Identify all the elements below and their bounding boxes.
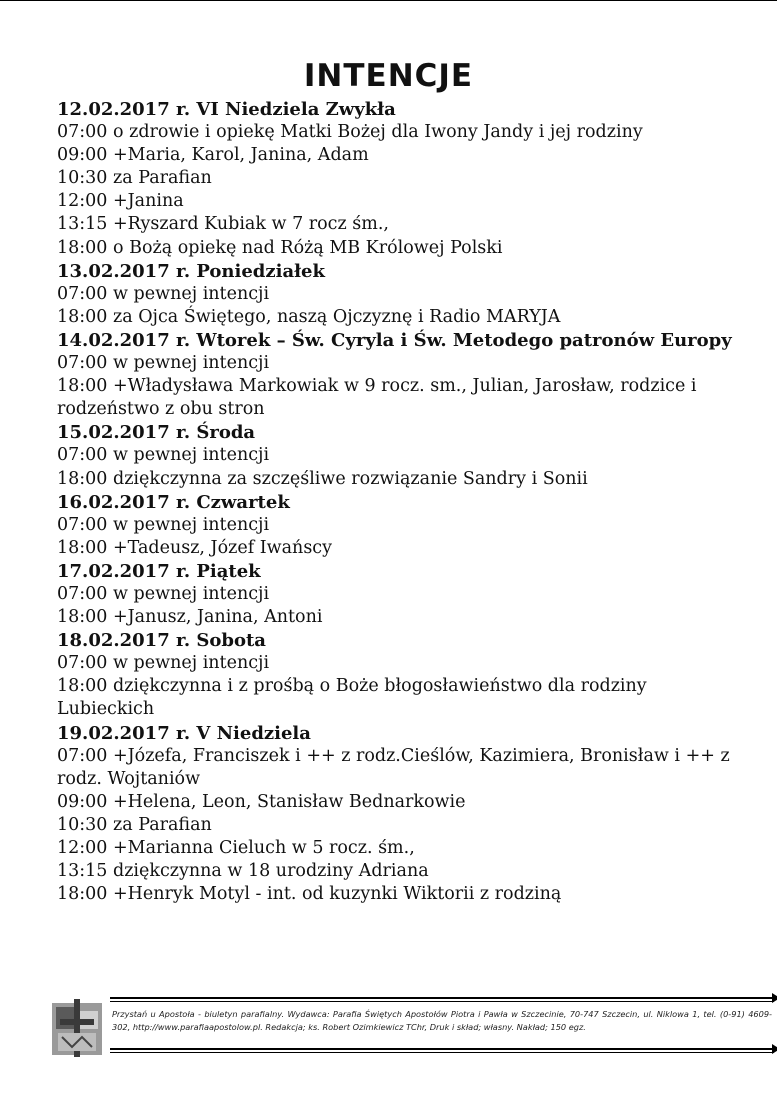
- intention-item: 18:00 +Władysława Markowiak w 9 rocz. sm., Julian, Jarosław, rodzice i rodzeństwo z obu stron: [57, 376, 697, 420]
- day-header: 14.02.2017 r. Wtorek – Św. Cyryla i Św. Metodego patronów Europy: [57, 329, 732, 351]
- day-section: [57, 722, 737, 907]
- intention-item: 13:15 +Ryszard Kubiak w 7 rocz śm.,: [57, 214, 389, 235]
- intention-item: 09:00 +Maria, Karol, Janina, Adam: [57, 145, 369, 166]
- day-header: 19.02.2017 r. V Niedziela: [57, 722, 311, 744]
- intention-item: 07:00 w pewnej intencji: [57, 653, 270, 674]
- intention-item: 07:00 w pewnej intencji: [57, 514, 270, 535]
- intention-item: 07:00 o zdrowie i opiekę Matki Bożej dla Iwony Jandy i jej rodziny: [57, 122, 643, 143]
- day-section: [57, 560, 737, 629]
- day-header: 15.02.2017 r. Środa: [57, 422, 256, 444]
- top-border: [0, 0, 777, 1]
- footer: [50, 993, 772, 1059]
- footer-bottom-rule: [110, 1048, 774, 1050]
- day-section: [57, 421, 737, 490]
- day-section: [57, 260, 737, 329]
- intention-item: 18:00 +Henryk Motyl - int. od kuzynki Wiktorii z rodziną: [57, 884, 562, 905]
- intention-item: 07:00 w pewnej intencji: [57, 445, 270, 466]
- day-header: 13.02.2017 r. Poniedziałek: [57, 260, 325, 282]
- day-section: [57, 491, 737, 560]
- day-header: 12.02.2017 r. VI Niedziela Zwykła: [57, 99, 396, 120]
- intention-item: 18:00 +Tadeusz, Józef Iwańscy: [57, 537, 332, 558]
- parish-logo-icon: [50, 997, 104, 1059]
- intention-item: 07:00 w pewnej intencji: [57, 583, 270, 604]
- intention-item: 07:00 w pewnej intencji: [57, 283, 270, 304]
- intention-item: 18:00 za Ojca Świętego, naszą Ojczyznę i Radio MARYJA: [57, 306, 561, 327]
- day-header: 16.02.2017 r. Czwartek: [57, 491, 290, 513]
- footer-imprint: Przystań u Apostoła - biuletyn parafialny. Wydawca: Parafia Świętych Apostołów Piotra i Pawła w Szczecinie, 70-747 Szczecin, ul. Niklowa 1, tel. (0-91) 4609-302, http://www.parafiaapostolow.pl. Redakcja; ks. Robert Ozimkiewicz TChr, Druk i skład; własny. Nakład; 150 egz.: [112, 1009, 772, 1032]
- intention-item: 13:15 dziękczynna w 18 urodziny Adriana: [57, 861, 429, 882]
- intention-item: 09:00 +Helena, Leon, Stanisław Bednarkowie: [57, 791, 466, 812]
- intention-item: 10:30 za Parafian: [57, 814, 212, 835]
- intention-item: 18:00 dziękczynna i z prośbą o Boże błogosławieństwo dla rodziny Lubieckich: [57, 676, 647, 720]
- intention-item: 07:00 +Józefa, Franciszek i ++ z rodz.Cieślów, Kazimiera, Bronisław i ++ z rodz. Wojtaniów: [57, 745, 730, 789]
- day-header: 17.02.2017 r. Piątek: [57, 560, 261, 582]
- intentions-list: [57, 98, 737, 906]
- intention-item: 18:00 o Bożą opiekę nad Różą MB Królowej Polski: [57, 237, 503, 258]
- intention-item: 12:00 +Janina: [57, 191, 184, 212]
- intention-item: 18:00 +Janusz, Janina, Antoni: [57, 607, 323, 628]
- day-section: [57, 98, 737, 260]
- footer-top-rule: [110, 997, 774, 999]
- intention-item: 07:00 w pewnej intencji: [57, 353, 270, 374]
- day-section: [57, 329, 737, 421]
- intention-item: 12:00 +Marianna Cieluch w 5 rocz. śm.,: [57, 838, 415, 858]
- page-title: INTENCJE: [303, 58, 474, 94]
- day-section: [57, 629, 737, 721]
- intention-item: 18:00 dziękczynna za szczęśliwe rozwiązanie Sandry i Sonii: [57, 468, 588, 489]
- intention-item: 10:30 za Parafian: [57, 168, 212, 189]
- day-header: 18.02.2017 r. Sobota: [57, 630, 266, 652]
